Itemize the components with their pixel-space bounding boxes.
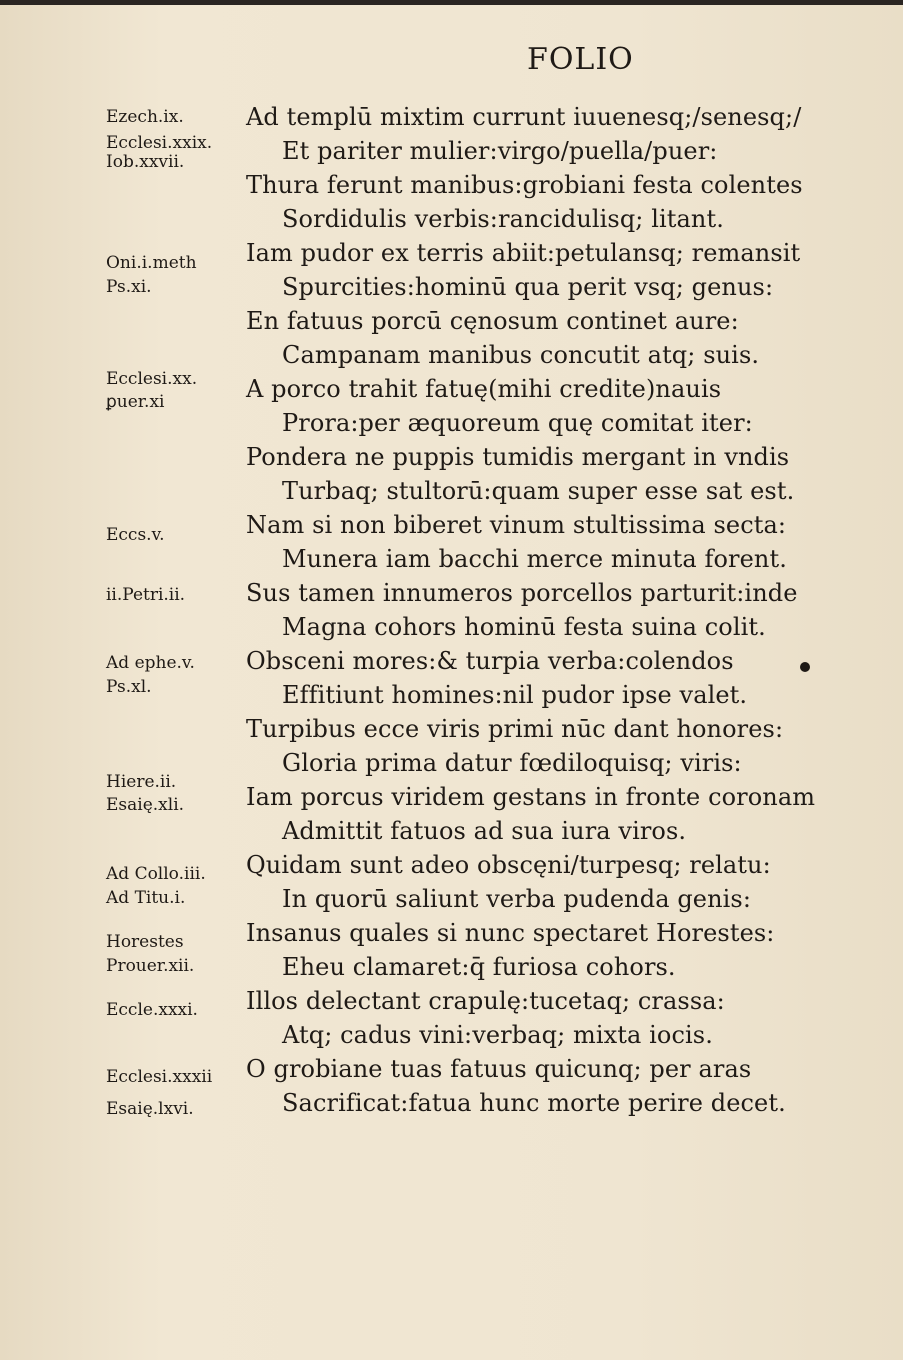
verse-line: Insanus quales si nunc spectaret Horestes: xyxy=(246,919,775,947)
margin-note: Esaię.xli. xyxy=(106,795,185,815)
verse-line: Ad templū mixtim currunt iuuenesq;/senesq;/ xyxy=(246,103,802,131)
folio-heading: FOLIO xyxy=(527,42,634,77)
verse-line: Prora:per æquoreum quę comitat iter: xyxy=(282,409,753,437)
verse-line: Turpibus ecce viris primi nūc dant honores: xyxy=(246,715,784,743)
verse-line: Obsceni mores:& turpia verba:colendos xyxy=(246,647,734,675)
margin-note: Eccs.v. xyxy=(106,525,165,545)
margin-note: Prouer.xii. xyxy=(106,956,195,976)
verse-line: Gloria prima datur fœdiloquisq; viris: xyxy=(282,749,742,777)
verse-line: Effitiunt homines:nil pudor ipse valet. xyxy=(282,681,748,709)
verse-line: Thura ferunt manibus:grobiani festa colentes xyxy=(246,171,803,199)
verse-line: Magna cohors hominū festa suina colit. xyxy=(282,613,766,641)
margin-note: Eccle.xxxi. xyxy=(106,1000,198,1020)
verse-line: Atq; cadus vini:verbaq; mixta iocis. xyxy=(282,1021,713,1049)
margin-note: Iob.xxvii. xyxy=(106,152,185,172)
margin-note: ii.Petri.ii. xyxy=(106,585,186,605)
margin-note: Esaię.lxvi. xyxy=(106,1099,194,1119)
verse-line: Turbaq; stultorū:quam super esse sat est. xyxy=(282,477,795,505)
ink-dot xyxy=(800,662,810,672)
margin-note: Horestes xyxy=(106,932,184,952)
verse-line: Munera iam bacchi merce minuta forent. xyxy=(282,545,787,573)
verse-line: A porco trahit fatuę(mihi credite)nauis xyxy=(246,375,722,403)
verse-line: En fatuus porcū cęnosum continet aure: xyxy=(246,307,739,335)
verse-line: In quorū saliunt verba pudenda genis: xyxy=(282,885,752,913)
margin-note: Oni.i.meth xyxy=(106,253,197,273)
verse-line: Iam pudor ex terris abiit:petulansq; remansit xyxy=(246,239,801,267)
verse-line: Sordidulis verbis:rancidulisq; litant. xyxy=(282,205,724,233)
verse-line: O grobiane tuas fatuus quicunq; per aras xyxy=(246,1055,752,1083)
margin-note: Ps.xi. xyxy=(106,277,152,297)
verse-line: Spurcities:hominū qua perit vsq; genus: xyxy=(282,273,774,301)
verse-line: Pondera ne puppis tumidis mergant in vndis xyxy=(246,443,790,471)
verse-line: Iam porcus viridem gestans in fronte coronam xyxy=(246,783,816,811)
verse-line: Nam si non biberet vinum stultissima secta: xyxy=(246,511,787,539)
verse-line: Sus tamen innumeros porcellos parturit:inde xyxy=(246,579,798,607)
verse-line: Admittit fatuos ad sua iura viros. xyxy=(282,817,687,845)
verse-line: Eheu clamaret:q̄ furiosa cohors. xyxy=(282,953,676,981)
verse-line: Sacrificat:fatua hunc morte perire decet. xyxy=(282,1089,786,1117)
verse-line: Campanam manibus concutit atq; suis. xyxy=(282,341,760,369)
margin-note: Ad Collo.iii. xyxy=(106,864,206,884)
margin-note: ꝑuer.xi xyxy=(106,392,165,412)
margin-note: Ecclesi.xx. xyxy=(106,369,198,389)
verse-line: Quidam sunt adeo obscęni/turpesq; relatu: xyxy=(246,851,771,879)
verse-line: Et pariter mulier:virgo/puella/puer: xyxy=(282,137,718,165)
margin-note: Ecclesi.xxxii xyxy=(106,1067,213,1087)
margin-note: Hiere.ii. xyxy=(106,772,177,792)
margin-note: Ezech.ix. xyxy=(106,107,184,127)
verse-line: Illos delectant crapulę:tucetaq; crassa: xyxy=(246,987,725,1015)
margin-note: Ad ephe.v. xyxy=(106,653,195,673)
margin-note: Ecclesi.xxix. xyxy=(106,133,213,153)
margin-note: Ad Titu.i. xyxy=(106,888,186,908)
margin-note: Ps.xl. xyxy=(106,677,152,697)
top-edge xyxy=(0,0,903,5)
